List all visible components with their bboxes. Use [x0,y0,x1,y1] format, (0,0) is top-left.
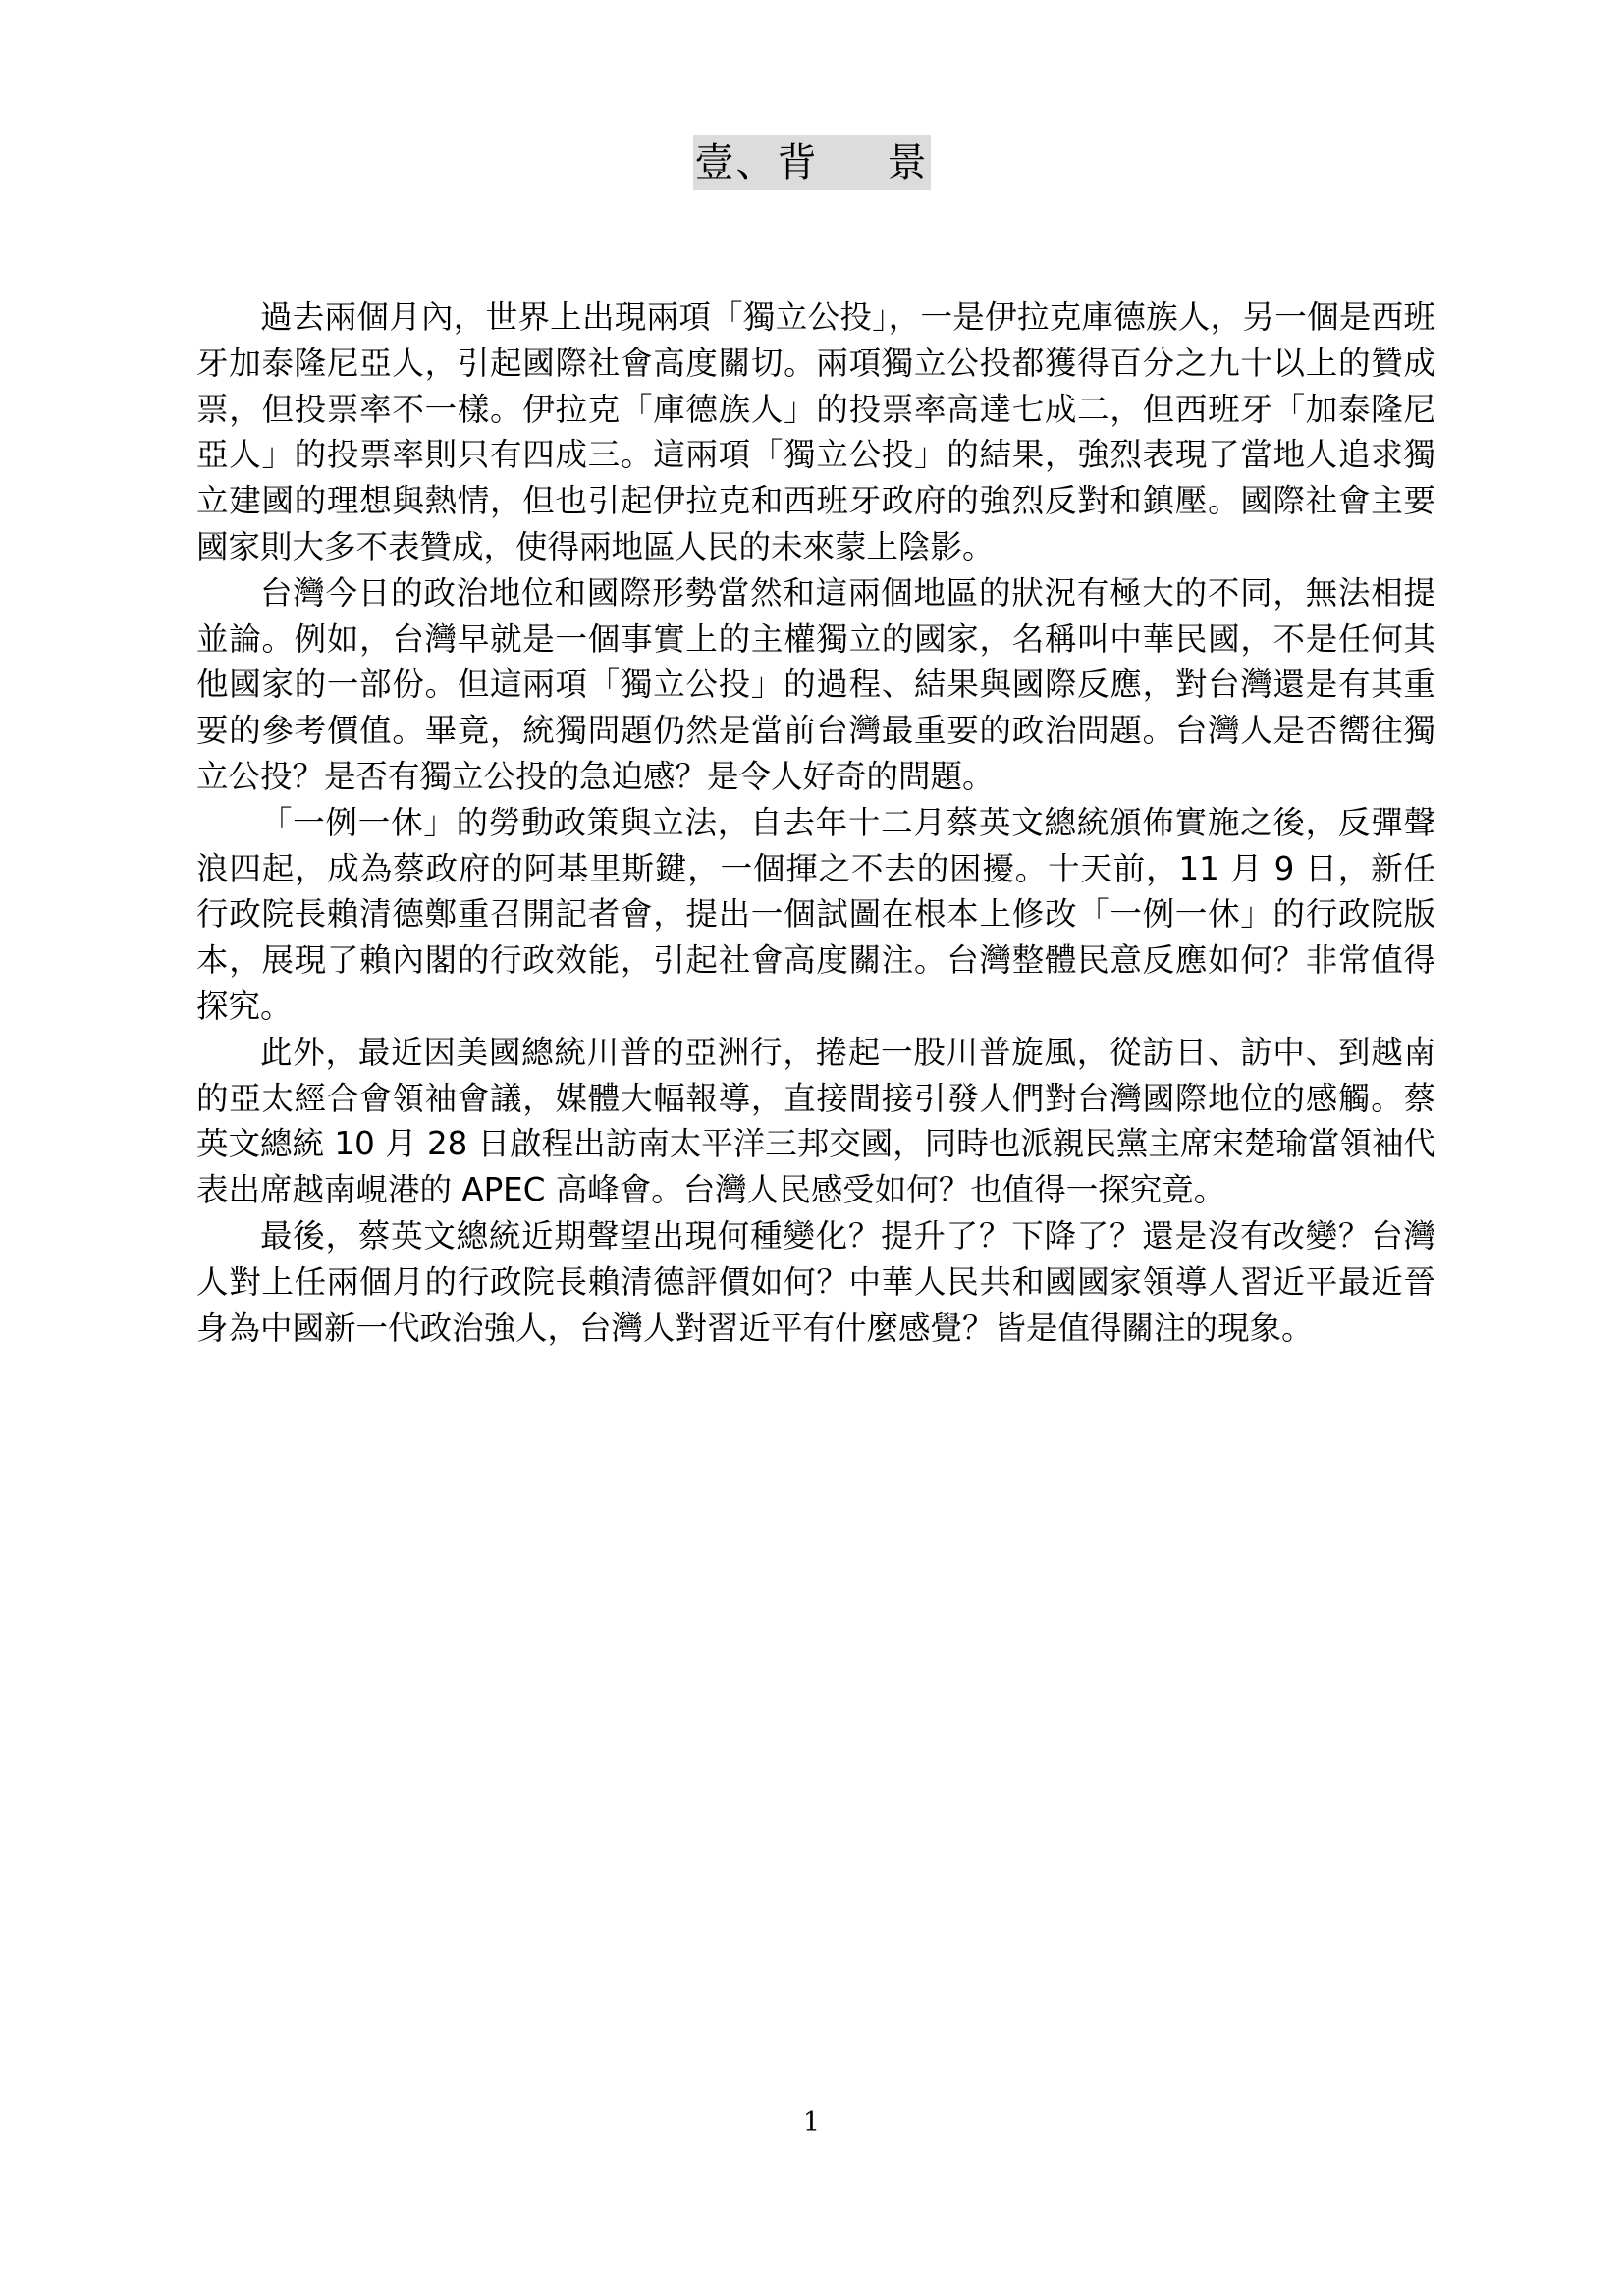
text-line: 有其重要的參考價值。畢竟，統獨問題仍然是當前台灣最重要的政治問題。台灣人是 [196,666,1435,750]
text-line: 此外，最近因美國總統川普的亞洲行，捲起一股川普旋風，從訪日、訪中、到越 [260,1033,1404,1071]
text-line: 「一例一休」的勞動政策與立法，自去年十二月蔡英文總統頒佈實施之後，反彈 [260,803,1404,841]
text-line: 當地人追求獨立建國的理想與熱情，但也引起伊拉克和西班牙政府的強烈反對和鎮壓。 [196,436,1435,520]
page-number: 1 [802,2108,821,2138]
text-line: 任行政院長賴清德鄭重召開記者會，提出一個試圖在根本上修改「一例一休」的行政 [196,849,1435,934]
paragraph-3 [196,800,1435,1030]
text-line: 近晉身為中國新一代政治強人，台灣人對習近平有什麼感覺？皆是值得關注的現象。 [196,1262,1435,1347]
text-line: 何其他國家的一部份。但這兩項「獨立公投」的過程、結果與國際反應，對台灣還是 [196,619,1435,704]
text-line: 袖代表出席越南峴港的 APEC 高峰會。台灣人民感受如何？也值得一探究竟。 [196,1125,1435,1209]
section-heading-part2: 景 [887,140,929,186]
paragraph-2 [196,570,1435,800]
paragraph-4 [196,1030,1435,1213]
text-line: 蔡英文總統 10 月 28 日啟程出訪南太平洋三邦交國，同時也派親民黨主席宋楚瑜當領 [196,1079,1435,1163]
paragraph-5 [196,1213,1435,1351]
text-line: 提並論。例如，台灣早就是一個事實上的主權獨立的國家，名稱叫中華民國，不是任 [196,573,1435,658]
text-line: 最後，蔡英文總統近期聲望出現何種變化？提升了？下降了？還是沒有改變？台 [260,1216,1404,1255]
text-line: 院版本，展現了賴內閣的行政效能，引起社會高度關注。台灣整體民意反應如何？非 [196,895,1435,980]
section-heading [693,135,931,190]
text-line: 灣人對上任兩個月的行政院長賴清德評價如何？中華人民共和國國家領導人習近平最 [196,1216,1435,1301]
body-text [196,294,1435,1351]
section-heading-part1: 壹、背 [694,140,819,186]
text-line: 聲浪四起，成為蔡政府的阿基里斯鍵，一個揮之不去的困擾。十天前，11 月 9 日，新 [196,803,1435,887]
text-line: 國際社會主要國家則大多不表贊成，使得兩地區人民的未來蒙上陰影。 [196,482,1435,565]
text-line: 台灣今日的政治地位和國際形勢當然和這兩個地區的狀況有極大的不同，無法相 [260,573,1404,612]
text-line: 否嚮往獨立公投？是否有獨立公投的急迫感？是令人好奇的問題。 [196,712,1435,795]
text-line: 「加泰隆尼亞人」的投票率則只有四成三。這兩項「獨立公投」的結果，強烈表現了 [196,390,1435,474]
heading-wrapper [0,135,1623,190]
text-line: 西班牙加泰隆尼亞人，引起國際社會高度關切。兩項獨立公投都獲得百分之九十以上 [196,298,1435,382]
text-line: 南的亞太經合會領袖會議，媒體大幅報導，直接間接引發人們對台灣國際地位的感觸。 [196,1033,1435,1117]
text-line: 過去兩個月內，世界上出現兩項「獨立公投」，一是伊拉克庫德族人，另一個是 [260,298,1372,336]
text-line: 的贊成票，但投票率不一樣。伊拉克「庫德族人」的投票率高達七成二，但西班牙 [196,344,1435,428]
text-line: 常值得探究。 [196,941,1435,1025]
paragraph-1 [196,294,1435,570]
